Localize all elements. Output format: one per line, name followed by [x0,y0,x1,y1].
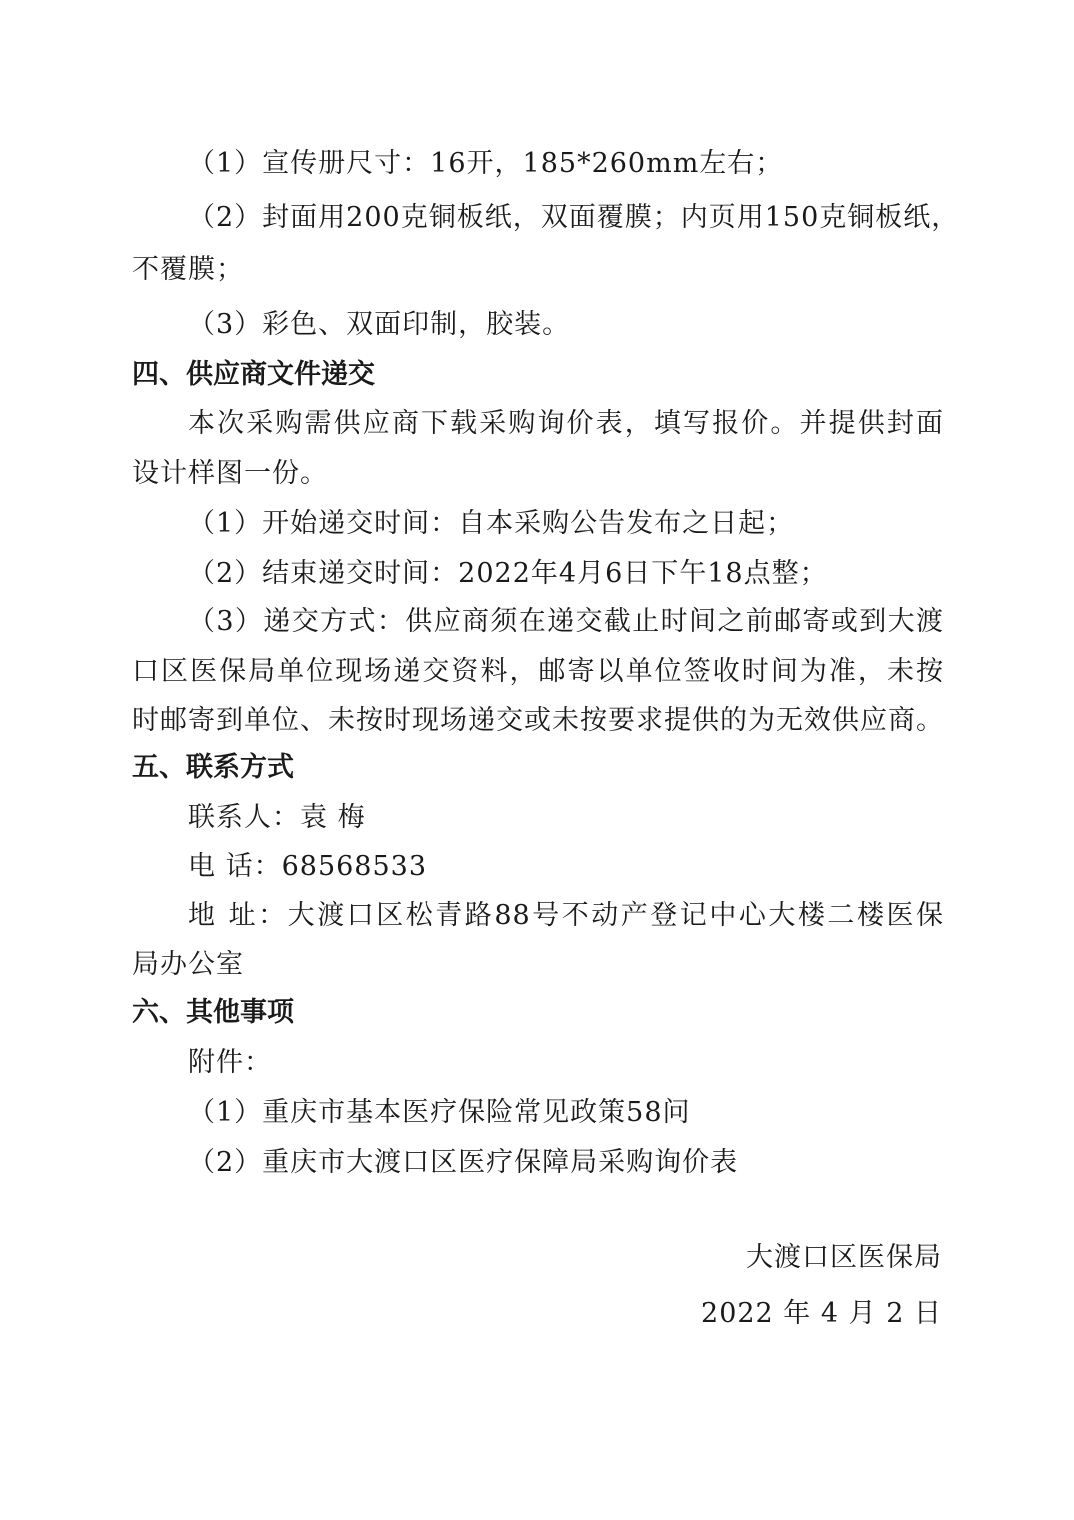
contact-address-line-2: 局办公室 [132,949,244,980]
submit-method-line-3: 时邮寄到单位、未按时现场递交或未按要求提供的为无效供应商。 [132,705,944,736]
section-6-heading: 六、其他事项 [132,997,294,1028]
contact-phone: 电 话：68568533 [188,851,428,882]
submit-method-line-1: （3）递交方式：供应商须在递交截止时间之前邮寄或到大渡 [188,606,944,637]
section-5-heading: 五、联系方式 [132,752,294,783]
section-4-intro-line-1: 本次采购需供应商下载采购询价表，填写报价。并提供封面 [188,408,944,439]
section-4-intro-line-2: 设计样图一份。 [132,458,328,489]
submit-method-line-2: 口区医保局单位现场递交资料，邮寄以单位签收时间为准，未按 [132,656,944,687]
spec-item-1: （1）宣传册尺寸：16开，185*260mm左右； [188,148,784,179]
contact-address-line-1: 地 址：大渡口区松青路88号不动产登记中心大楼二楼医保 [188,900,944,931]
spec-item-3: （3）彩色、双面印制，胶装。 [188,309,571,340]
submit-end-time: （2）结束递交时间：2022年4月6日下午18点整； [188,558,828,589]
signature-organization: 大渡口区医保局 [746,1242,942,1273]
contact-person: 联系人：袁 梅 [188,802,366,833]
section-4-heading: 四、供应商文件递交 [132,359,375,390]
spec-item-2-line-1: （2）封面用200克铜板纸，双面覆膜；内页用150克铜板纸， [188,202,960,233]
signature-date: 2022 年 4 月 2 日 [701,1298,942,1329]
attachment-item-1: （1）重庆市基本医疗保险常见政策58问 [188,1097,691,1128]
attachment-item-2: （2）重庆市大渡口区医疗保障局采购询价表 [188,1147,739,1178]
submit-start-time: （1）开始递交时间：自本采购公告发布之日起； [188,508,795,539]
attachments-label: 附件： [188,1047,272,1078]
spec-item-2-line-2: 不覆膜； [132,254,244,285]
